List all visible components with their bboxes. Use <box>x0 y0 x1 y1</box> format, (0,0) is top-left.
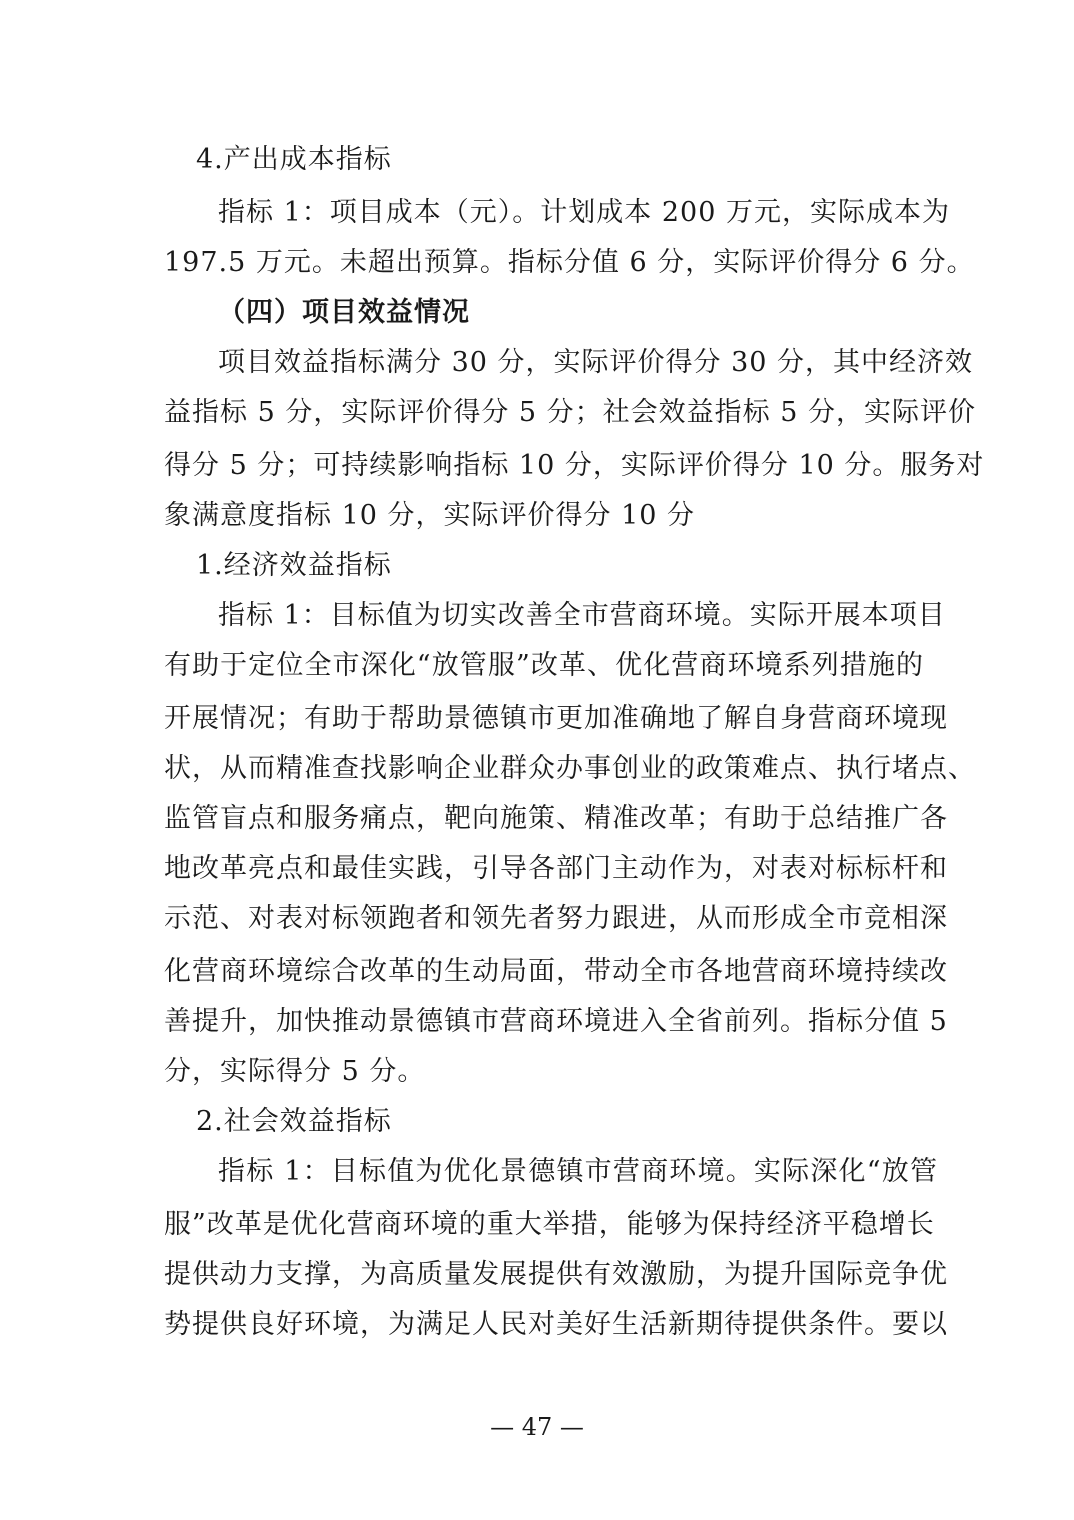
section-heading-economic-benefits: 1.经济效益指标 <box>196 550 392 581</box>
paragraph-line: 得分 5 分；可持续影响指标 10 分，实际评价得分 10 分。服务对 <box>164 450 985 481</box>
paragraph-line: 善提升，加快推动景德镇市营商环境进入全省前列。指标分值 5 <box>164 1006 948 1037</box>
paragraph-line: 197.5 万元。未超出预算。指标分值 6 分，实际评价得分 6 分。 <box>164 247 975 278</box>
paragraph-line: 分，实际得分 5 分。 <box>164 1056 426 1087</box>
paragraph-line: 有助于定位全市深化“放管服”改革、优化营商环境系列措施的 <box>164 650 924 681</box>
paragraph-line: 开展情况；有助于帮助景德镇市更加准确地了解自身营商环境现 <box>164 703 948 734</box>
paragraph-line: 地改革亮点和最佳实践，引导各部门主动作为，对表对标标杆和 <box>164 853 948 884</box>
paragraph-line: 监管盲点和服务痛点，靶向施策、精准改革；有助于总结推广各 <box>164 803 948 834</box>
paragraph-line: 象满意度指标 10 分，实际评价得分 10 分 <box>164 500 696 531</box>
paragraph-line: 状，从而精准查找影响企业群众办事创业的政策难点、执行堵点、 <box>164 753 976 784</box>
section-heading-output-cost: 4.产出成本指标 <box>196 144 392 175</box>
paragraph-line: 指标 1：目标值为优化景德镇市营商环境。实际深化“放管 <box>218 1156 938 1187</box>
section-heading-social-benefits: 2.社会效益指标 <box>196 1106 392 1137</box>
paragraph-line: 服”改革是优化营商环境的重大举措，能够为保持经济平稳增长 <box>164 1209 935 1240</box>
paragraph-line: 益指标 5 分，实际评价得分 5 分；社会效益指标 5 分，实际评价 <box>164 397 977 428</box>
paragraph-line: 势提供良好环境，为满足人民对美好生活新期待提供条件。要以 <box>164 1309 948 1340</box>
paragraph-line: 化营商环境综合改革的生动局面，带动全市各地营商环境持续改 <box>164 956 948 987</box>
section-heading-project-benefits: （四）项目效益情况 <box>218 297 470 328</box>
paragraph-line: 项目效益指标满分 30 分，实际评价得分 30 分，其中经济效 <box>218 347 974 378</box>
paragraph-line: 指标 1：目标值为切实改善全市营商环境。实际开展本项目 <box>218 600 946 631</box>
page-number: — 47 — <box>490 1413 584 1441</box>
paragraph-line: 指标 1：项目成本（元）。计划成本 200 万元，实际成本为 <box>218 197 950 228</box>
paragraph-line: 提供动力支撑，为高质量发展提供有效激励，为提升国际竞争优 <box>164 1259 948 1290</box>
paragraph-line: 示范、对表对标领跑者和领先者努力跟进，从而形成全市竞相深 <box>164 903 948 934</box>
